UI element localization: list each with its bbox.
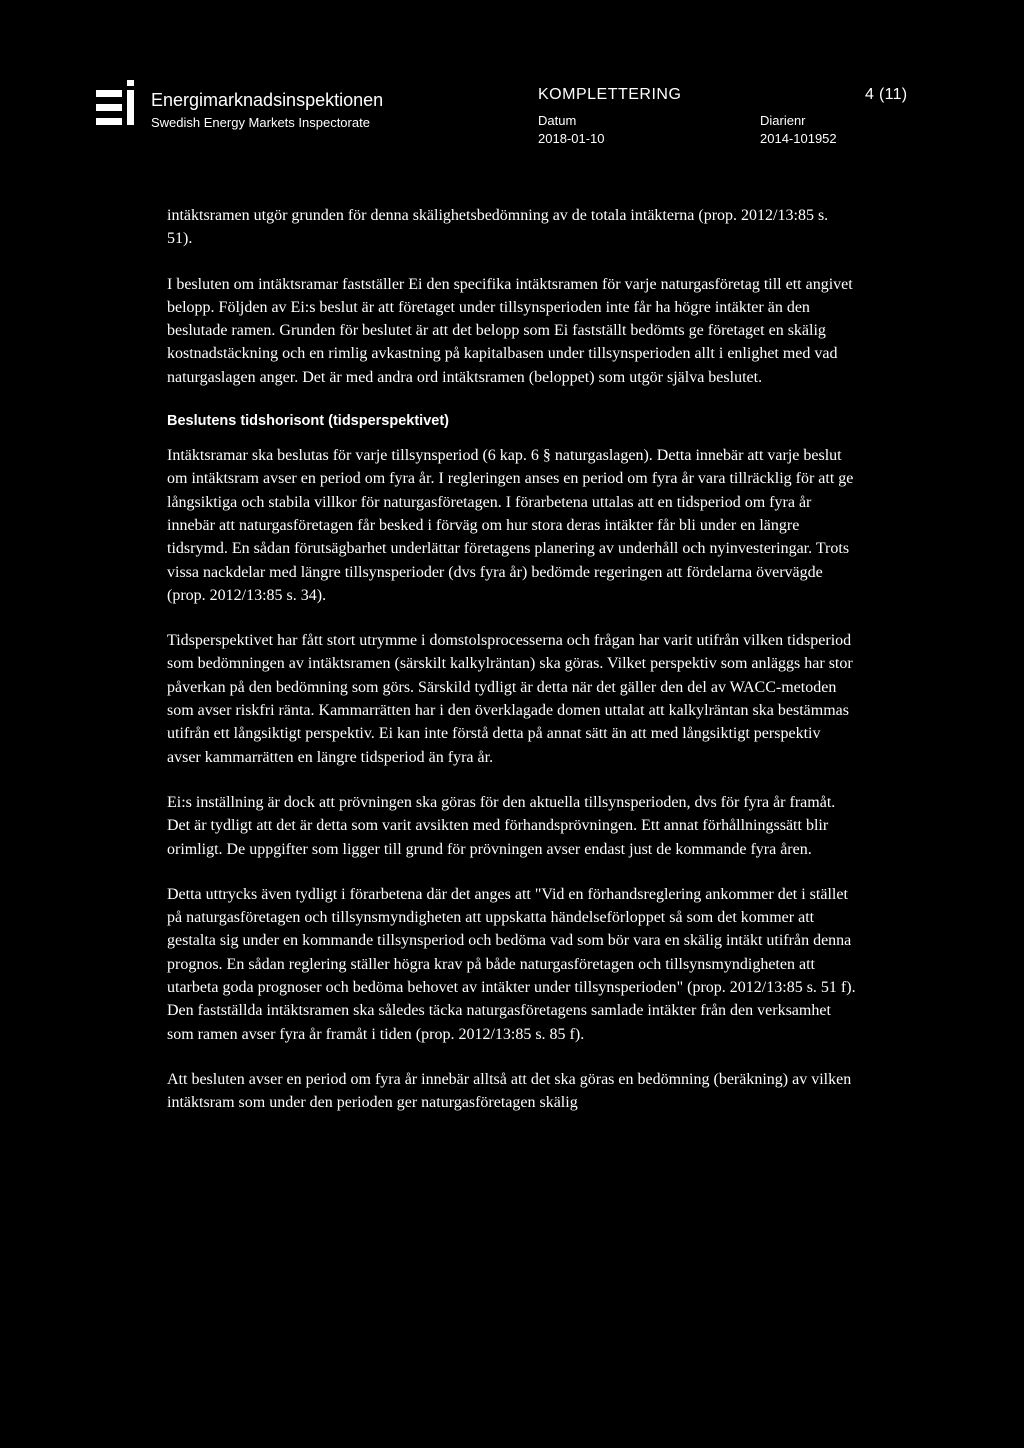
paragraph: Ei:s inställning är dock att prövningen ska göras för den aktuella tillsynsperioden, dvs för fyra år framåt. Det är tydligt att det är detta som varit avsikten med förhandsprövningen. Ett annat förhållningssätt blir orimligt. De uppgifter som ligger till grund för prövningen avser endast just de kommande fyra åren. (167, 793, 836, 858)
ei-logo (96, 80, 140, 128)
paragraph: Intäktsramar ska beslutas för varje tillsynsperiod (6 kap. 6 § naturgaslagen). Detta innebär att varje beslut om intäktsram avser en period om fyra år. I regleringen anses en period om fyra år vara tillräcklig för att ge långsiktiga och stabila villkor för naturgasföretagen. I förarbetena uttalas att en tidsperiod om fyra år innebär att naturgasföretagen får besked i förväg om hur stora deras intäkter får bli under en längre tidsrymd. En sådan förutsägbarhet underlättar företagens planering av underhåll och nyinvesteringar. Trots vissa nackdelar med längre tillsynsperioder (dvs fyra år) bedömde regeringen att fördelarna övervägde (prop. 2012/13:85 s. 34). (167, 447, 854, 604)
org-name: Energimarknadsinspektionen (151, 90, 384, 110)
paragraph: Tidsperspektivet har fått stort utrymme i domstolsprocesserna och frågan har varit utifrån vilken tidsperiod som bedömningen av intäktsramen (särskilt kalkylräntan) ska göras. Vilket perspektiv som anläggs har stor påverkan på den bedömning som görs. Särskild tydligt är detta när det gäller den del av WACC-metoden som avser riskfri ränta. Kammarrätten har i den överklagade domen uttalat att kalkylräntan ska bestämmas utifrån ett långsiktigt perspektiv. Ei kan inte förstå detta på annat sätt än att med långsiktigt perspektiv avser kammarrätten en längre tidsperiod än fyra år. (167, 632, 853, 766)
document-type: KOMPLETTERING (538, 86, 682, 103)
page-number: 4 (11) (865, 86, 908, 103)
section-heading: Beslutens tidshorisont (tidsperspektivet) (167, 413, 449, 430)
diary-number-label: Diarienr (760, 113, 806, 128)
org-name-english: Swedish Energy Markets Inspectorate (151, 115, 370, 130)
paragraph: intäktsramen utgör grunden för denna skälighetsbedömning av de totala intäkterna (prop. 2012/13:85 s. 51). (167, 207, 829, 248)
document-body (167, 204, 857, 1115)
diary-number-value: 2014-101952 (760, 131, 837, 146)
date-value: 2018-01-10 (538, 131, 605, 146)
paragraph: I besluten om intäktsramar fastställer Ei den specifika intäktsramen för varje naturgasföretag till ett angivet belopp. Följden av Ei:s beslut är att företaget under tillsynsperioden inte får ha högre intäkter än den beslutade ramen. Grunden för beslutet är att det belopp som Ei fastställt bedömts ge företaget en skälig kostnadstäckning och en rimlig avkastning på kapitalbasen under tillsynsperioden allt i enlighet med vad naturgaslagen anger. Det är med andra ord intäktsramen (beloppet) som utgör själva beslutet. (167, 275, 853, 386)
document-header (0, 0, 1024, 160)
paragraph: Detta uttrycks även tydligt i förarbetena där det anges att "Vid en förhandsreglering ankommer det i stället på naturgasföretagen och tillsynsmyndigheten att uppskatta händelseförloppet så som det kommer att gestalta sig under en kommande tillsynsperiod och bedöma vad som bör vara en skälig intäkt utifrån denna prognos. En sådan reglering ställer högra krav på både naturgasföretagen och tillsynsmyndigheten att utarbeta goda prognoser och bedöma behovet av intäkter under tillsynsperioden" (prop. 2012/13:85 s. 51 f). Den fastställda intäktsramen ska således täcka naturgasföretagens samlade intäkter från den verksamhet som ramen avser fyra år framåt i tiden (prop. 2012/13:85 s. 85 f). (167, 885, 856, 1043)
paragraph: Att besluten avser en period om fyra år innebär alltså att det ska göras en bedömning (beräkning) av vilken intäktsram som under den perioden ger naturgasföretagen skälig (167, 1070, 852, 1112)
date-label: Datum (538, 113, 577, 128)
